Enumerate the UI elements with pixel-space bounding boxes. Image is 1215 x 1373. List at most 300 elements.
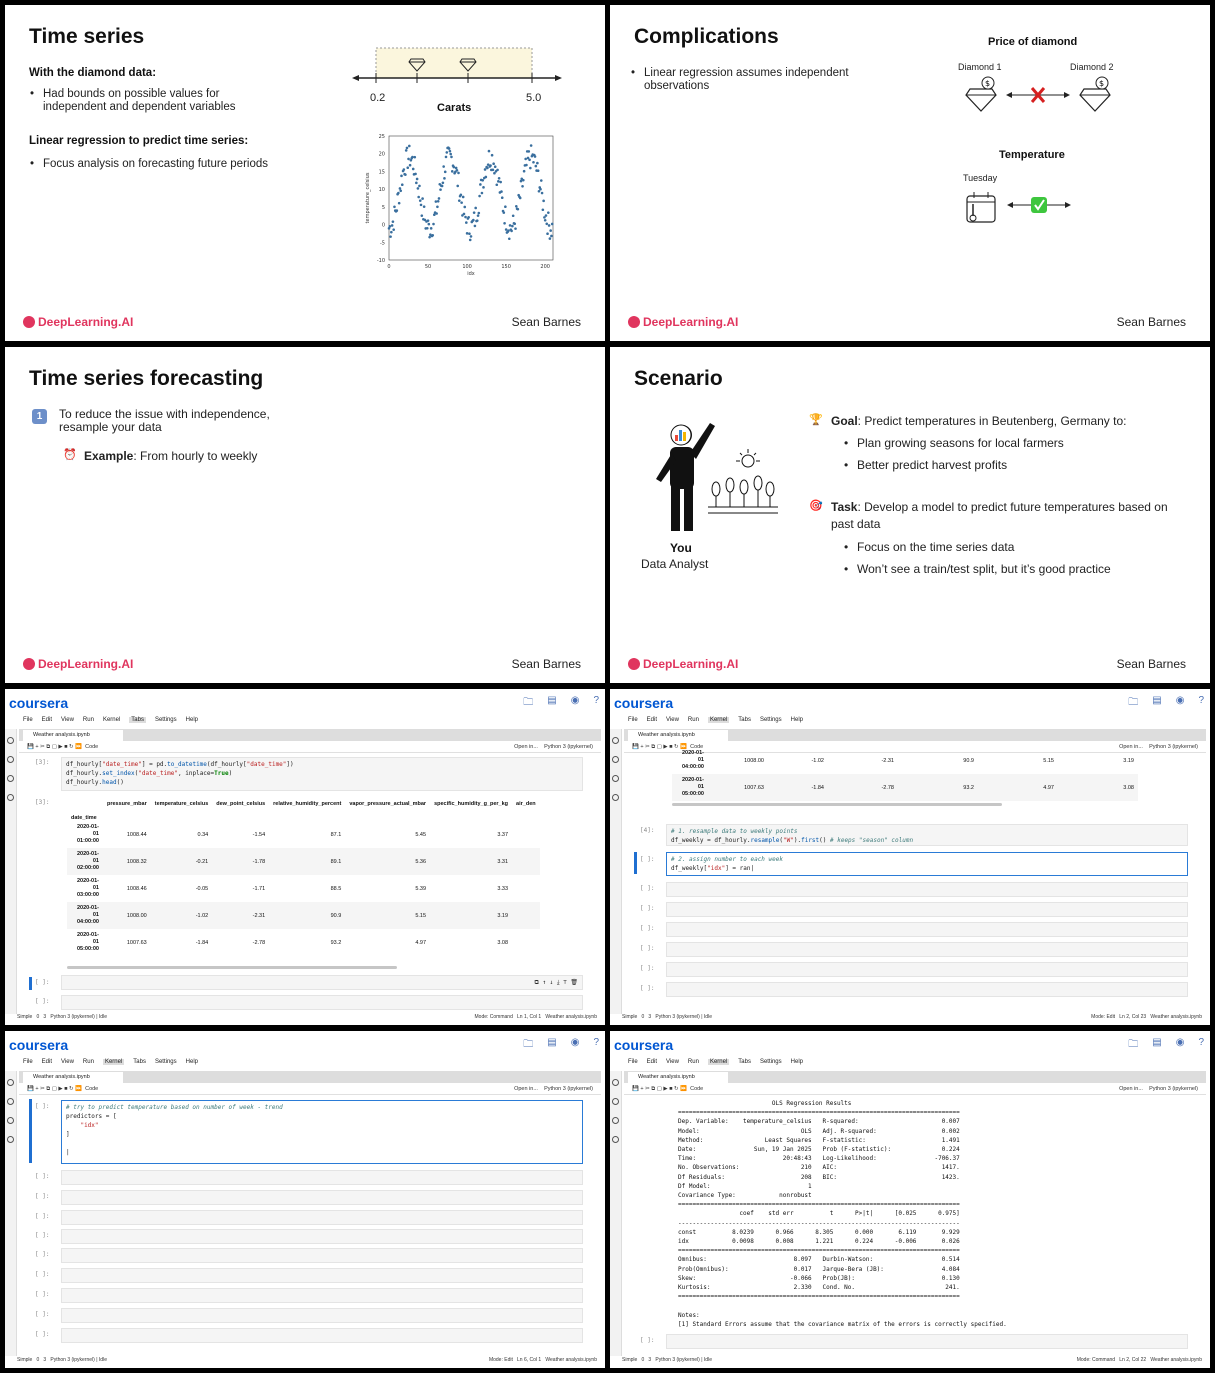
open-in-button[interactable]: Open in... xyxy=(514,744,538,750)
y-axis-label: temperature_celsius xyxy=(365,172,371,224)
scatter-point xyxy=(435,200,438,203)
svg-text:$: $ xyxy=(985,79,991,88)
scatter-point xyxy=(398,202,401,205)
scatter-point xyxy=(432,223,435,226)
scatter-point xyxy=(426,227,429,230)
x-tick-label: 100 xyxy=(462,264,472,270)
files-icon[interactable] xyxy=(612,737,619,744)
folder-icon[interactable]: 🗀 xyxy=(523,1039,534,1050)
notebook-tab[interactable]: Weather analysis.ipynb xyxy=(628,730,728,741)
input-prompt: [4]: xyxy=(640,827,655,834)
notebook-cells xyxy=(624,1097,1202,1355)
scatter-point xyxy=(481,179,484,182)
status-bar: Simple 0 3 Python 3 (ipykernel) | Idle Mode: Command Ln 2, Col 22 Weather analysis.ipynb xyxy=(622,1357,1202,1363)
y-tick-label: 10 xyxy=(378,187,385,194)
scatter-point xyxy=(489,164,492,167)
scatter-point xyxy=(453,166,456,169)
scatter-point xyxy=(418,185,421,188)
bullet-bounds: • Had bounds on possible values for independent and dependent variables xyxy=(43,88,283,114)
scatter-point xyxy=(391,224,394,227)
diamond-comparison xyxy=(962,75,1122,113)
left-sidebar xyxy=(610,1071,622,1356)
simple-toggle[interactable]: Simple xyxy=(622,1357,638,1363)
menu-help[interactable]: Help xyxy=(185,717,198,723)
scatter-point xyxy=(427,219,430,222)
ols-regression-results: OLS Regression Results ============================================================================== Dep. Variable: temperature_celsius R-squared: 0.007 Model: OLS Adj. R-squared: 0.002 Method: Least Squares F-statistic: 1.491 Date: Sun, 19 Jan 2025 Prob (F-statistic): 0.224 Time: 20:48:43 Log-Likelihood: -706.37 No. Observations: 210 AIC: 1417. Df Residuals: 208 BIC: 1423. Df Model: 1 Covariance Type: nonrobust ============================================================================== coef std err t P>|t| [0.025 0.975] ------------------------------------------------------------------------------ const 8.0239 0.966 8.305 0.000 6.119 9.929 idx 0.0098 0.008 1.221 0.224 -0.006 0.026 ============================================================================== Omnibus: 8.097 Durbin-Watson: 0.514 Prob(Omnibus): 0.017 Jarque-Bera (JB): 4.084 Skew: -0.066 Prob(JB): 0.130 Kurtosis: 2.330 Cond. No. 241. ============================================================================== Notes: [1] Standard Errors assume that the covariance matrix of the errors is correctly specified. xyxy=(678,1100,1007,1328)
scatter-point xyxy=(415,182,418,185)
notes-icon[interactable]: ▤ xyxy=(1152,695,1162,706)
notebook-toolbar: 💾 + ✂ ⧉ ▢ ▶ ■ ↻ ⏩ Code Open in... Python 3 (ipykernel) xyxy=(624,1084,1206,1095)
scatter-point xyxy=(435,212,438,215)
scatter-point xyxy=(456,185,459,188)
scatter-point xyxy=(397,192,400,195)
left-sidebar xyxy=(5,1071,17,1356)
empty-code-cell[interactable] xyxy=(61,1248,583,1263)
diamond-2-label: Diamond 2 xyxy=(1070,62,1114,72)
empty-code-cell[interactable] xyxy=(666,902,1188,917)
scatter-point xyxy=(417,187,420,190)
scatter-point xyxy=(411,156,414,159)
menu-edit[interactable]: Edit xyxy=(646,1059,658,1065)
scatter-point xyxy=(388,225,391,228)
extensions-icon[interactable] xyxy=(612,1136,619,1143)
menu-settings[interactable]: Settings xyxy=(759,717,782,723)
arrow-left-icon xyxy=(352,75,359,81)
scatter-point xyxy=(406,147,409,150)
scatter-point xyxy=(457,172,460,175)
scatter-point xyxy=(441,185,444,188)
menu-file[interactable]: File xyxy=(23,1059,33,1065)
empty-code-cell[interactable] xyxy=(666,1334,1188,1349)
scatter-point xyxy=(416,178,419,181)
kernel-name[interactable]: Python 3 (ipykernel) xyxy=(544,744,593,750)
input-prompt: [ ]: xyxy=(35,1193,50,1200)
folder-icon[interactable]: 🗀 xyxy=(523,697,534,708)
scatter-point xyxy=(527,150,530,153)
scatter-point xyxy=(455,167,458,170)
scatter-point xyxy=(548,224,551,227)
toc-icon[interactable] xyxy=(7,775,14,782)
scatter-point xyxy=(405,149,408,152)
extensions-icon[interactable] xyxy=(7,794,14,801)
kernel-name[interactable]: Python 3 (ipykernel) xyxy=(1149,744,1198,750)
scatter-point xyxy=(392,228,395,231)
open-in-button[interactable]: Open in... xyxy=(1119,1086,1143,1092)
scatter-point xyxy=(517,208,520,211)
notebook-frame-1 xyxy=(5,689,605,1025)
arrow-right-icon xyxy=(555,75,562,81)
menu-run[interactable]: Run xyxy=(687,1059,699,1065)
slide-title: Scenario xyxy=(634,367,723,390)
notebook-toolbar: 💾 + ✂ ⧉ ▢ ▶ ■ ↻ ⏩ Code Open in... Python 3 (ipykernel) xyxy=(19,1084,601,1095)
notebook-cells xyxy=(624,750,1202,1013)
coursera-logo[interactable]: coursera xyxy=(9,695,69,711)
input-prompt: [ ]: xyxy=(640,985,655,992)
scatter-point xyxy=(437,200,440,203)
chart-badge-icon xyxy=(671,425,691,445)
scatter-point xyxy=(478,212,481,215)
input-prompt: [ ]: xyxy=(35,979,50,986)
status-bar: Simple 0 3 Python 3 (ipykernel) | Idle Mode: Edit Ln 6, Col 1 Weather analysis.ipynb xyxy=(17,1357,597,1363)
scatter-point xyxy=(540,179,543,182)
deeplearning-logo xyxy=(23,315,133,329)
empty-code-cell[interactable] xyxy=(666,922,1188,937)
running-icon[interactable] xyxy=(612,1098,619,1105)
cell-type-select[interactable]: Code xyxy=(690,1086,704,1092)
files-icon[interactable] xyxy=(7,737,14,744)
scatter-point xyxy=(485,176,488,179)
menu-kernel[interactable]: Kernel xyxy=(709,717,728,723)
you-label: You xyxy=(670,541,692,555)
goal-text: : Predict temperatures in Beutenberg, Germany to: xyxy=(857,414,1127,428)
scatter-point xyxy=(515,205,518,208)
scatter-point xyxy=(503,211,506,214)
empty-code-cell[interactable] xyxy=(61,1210,583,1225)
jupyter-icon[interactable]: ◉ xyxy=(1175,1037,1185,1048)
menu-view[interactable]: View xyxy=(61,717,74,723)
top-toolbar xyxy=(1128,1037,1204,1054)
menu-run[interactable]: Run xyxy=(687,717,699,723)
logo-icon xyxy=(628,658,640,670)
simple-toggle[interactable]: Simple xyxy=(17,1357,33,1363)
help-icon[interactable]: ? xyxy=(1198,1037,1204,1048)
menu-view[interactable]: View xyxy=(666,717,679,723)
menu-run[interactable]: Run xyxy=(82,1059,94,1065)
scatter-point xyxy=(484,168,487,171)
axis-label-carats: Carats xyxy=(437,102,472,114)
scatter-point xyxy=(436,205,439,208)
coursera-logo[interactable]: coursera xyxy=(614,695,674,711)
folder-icon[interactable]: 🗀 xyxy=(1128,697,1139,708)
simple-toggle[interactable]: Simple xyxy=(622,1014,638,1020)
scatter-point xyxy=(406,166,409,169)
scatter-point xyxy=(522,179,525,182)
scatter-point xyxy=(474,225,477,228)
code-cell-predictors[interactable]: # try to predict temperature based on number of week - trend predictors = [ "idx" ] | xyxy=(61,1100,583,1164)
scatter-point xyxy=(449,150,452,153)
jupyter-icon[interactable]: ◉ xyxy=(570,1037,580,1048)
menu-edit[interactable]: Edit xyxy=(646,717,658,723)
scatter-point xyxy=(448,147,451,150)
scatter-point xyxy=(420,204,423,207)
diamond-1-label: Diamond 1 xyxy=(958,62,1002,72)
scatter-point xyxy=(445,156,448,159)
scatter-point xyxy=(520,180,523,183)
diamond-price-icon xyxy=(1080,77,1110,111)
slide-complications xyxy=(610,5,1210,341)
code-cell-resample[interactable]: # 1. resample data to weekly points df_weekly = df_hourly.resample("W").first() # keeps "season" column xyxy=(666,824,1188,846)
menu-tabs[interactable]: Tabs xyxy=(738,717,751,723)
table-row: 2020-01- 01 02:00:00 1008.32 -0.21 -1.78 89.1 5.36 3.31 xyxy=(67,848,540,875)
code-cell-assign-idx[interactable]: # 2. assign number to each week df_weekly["idx"] = ran| xyxy=(666,852,1188,876)
scatter-point xyxy=(445,151,448,154)
coursera-logo[interactable]: coursera xyxy=(614,1037,674,1053)
scatter-point xyxy=(409,164,412,167)
scatter-point xyxy=(482,186,485,189)
scatter-point xyxy=(417,196,420,199)
scatter-point xyxy=(550,235,553,238)
horizontal-scrollbar[interactable] xyxy=(67,966,397,969)
scatter-point xyxy=(503,222,506,225)
slide-scenario xyxy=(610,347,1210,683)
input-prompt: [ ]: xyxy=(35,1271,50,1278)
y-tick-label: -10 xyxy=(376,258,385,264)
input-prompt: [ ]: xyxy=(35,998,50,1005)
scatter-point xyxy=(519,197,522,200)
jupyter-icon[interactable]: ◉ xyxy=(1175,695,1185,706)
scatter-point xyxy=(451,170,454,173)
slide-title: Time series xyxy=(29,25,145,48)
cell-type-select[interactable]: Code xyxy=(690,744,704,750)
crops-icon xyxy=(708,476,778,513)
menu-help[interactable]: Help xyxy=(790,717,803,723)
left-sidebar xyxy=(610,729,622,1014)
scatter-point xyxy=(468,232,471,235)
input-prompt: [ ]: xyxy=(35,1232,50,1239)
input-prompt: [3]: xyxy=(35,759,50,766)
active-cell-marker xyxy=(634,852,637,874)
menu-tabs[interactable]: Tabs xyxy=(738,1059,751,1065)
top-toolbar xyxy=(1128,695,1204,712)
empty-code-cell[interactable] xyxy=(666,962,1188,977)
notebook-tab[interactable]: Weather analysis.ipynb xyxy=(23,1072,123,1083)
diamond-price-icon xyxy=(966,77,996,111)
files-icon[interactable] xyxy=(612,1079,619,1086)
scatter-point xyxy=(449,153,452,156)
example-text: : From hourly to weekly xyxy=(133,449,258,463)
top-toolbar xyxy=(523,695,599,712)
step-resample: To reduce the issue with independence, resample your data xyxy=(59,407,270,434)
empty-code-cell[interactable] xyxy=(61,975,583,990)
empty-code-cell[interactable] xyxy=(61,1190,583,1205)
extensions-icon[interactable] xyxy=(612,794,619,801)
scatter-point xyxy=(428,236,431,239)
goal-bullet-seasons: • Plan growing seasons for local farmers xyxy=(857,437,1064,450)
scatter-point xyxy=(542,200,545,203)
folder-icon[interactable]: 🗀 xyxy=(1128,1039,1139,1050)
scatter-point xyxy=(486,167,489,170)
logo-text: DeepLearning.AI xyxy=(643,657,739,671)
notebook-toolbar: 💾 + ✂ ⧉ ▢ ▶ ■ ↻ ⏩ Code Open in... Python 3 (ipykernel) xyxy=(624,742,1206,753)
input-prompt: [ ]: xyxy=(640,925,655,932)
scatter-point xyxy=(521,185,524,188)
logo-text: DeepLearning.AI xyxy=(38,315,134,329)
scatter-point xyxy=(494,165,497,168)
kernel-name[interactable]: Python 3 (ipykernel) xyxy=(1149,1086,1198,1092)
menu-help[interactable]: Help xyxy=(185,1059,198,1065)
scatter-point xyxy=(504,205,507,208)
scatter-point xyxy=(492,162,495,165)
scatter-point xyxy=(413,156,416,159)
empty-code-cell[interactable] xyxy=(61,1308,583,1323)
empty-code-cell[interactable] xyxy=(666,982,1188,997)
menu-file[interactable]: File xyxy=(628,1059,638,1065)
scatter-point xyxy=(537,169,540,172)
kernel-name[interactable]: Python 3 (ipykernel) xyxy=(544,1086,593,1092)
help-icon[interactable]: ? xyxy=(593,1037,599,1048)
empty-code-cell[interactable] xyxy=(61,1229,583,1244)
scatter-point xyxy=(545,214,548,217)
code-cell[interactable]: df_hourly["date_time"] = pd.to_datetime(df_hourly["date_time"]) df_hourly.set_index("date_time", inplace=True) df_hourly.head() xyxy=(61,757,583,791)
menu-settings[interactable]: Settings xyxy=(759,1059,782,1065)
scatter-point xyxy=(472,219,475,222)
scatter-point xyxy=(470,235,473,238)
empty-code-cell[interactable] xyxy=(61,995,583,1010)
notes-icon[interactable]: ▤ xyxy=(1152,1037,1162,1048)
role-label: Data Analyst xyxy=(641,557,709,571)
scatter-point xyxy=(525,164,528,167)
scatter-point xyxy=(421,214,424,217)
empty-code-cell[interactable] xyxy=(61,1328,583,1343)
scatter-point xyxy=(463,213,466,216)
menu-tabs[interactable]: Tabs xyxy=(131,717,144,723)
menu-tabs[interactable]: Tabs xyxy=(133,1059,146,1065)
running-icon[interactable] xyxy=(7,1098,14,1105)
scatter-point xyxy=(450,156,453,159)
toc-icon[interactable] xyxy=(612,775,619,782)
scatter-point xyxy=(542,208,545,211)
slide-time-series xyxy=(5,5,605,341)
scatter-point xyxy=(549,229,552,232)
notebook-toolbar: 💾 + ✂ ⧉ ▢ ▶ ■ ↻ ⏩ Code Open in... Python 3 (ipykernel) xyxy=(19,742,601,753)
input-prompt: [ ]: xyxy=(640,965,655,972)
open-in-button[interactable]: Open in... xyxy=(1119,744,1143,750)
menu-help[interactable]: Help xyxy=(790,1059,803,1065)
extensions-icon[interactable] xyxy=(7,1136,14,1143)
menu-run[interactable]: Run xyxy=(82,717,94,723)
open-in-button[interactable]: Open in... xyxy=(514,1086,538,1092)
subheading-diamond: With the diamond data: xyxy=(29,67,157,79)
x-tick-label: 0 xyxy=(387,264,391,270)
logo-icon xyxy=(23,316,35,328)
menu-view[interactable]: View xyxy=(61,1059,74,1065)
scatter-point xyxy=(438,197,441,200)
scatter-point xyxy=(509,224,512,227)
bullet-forecasting: • Focus analysis on forecasting future periods xyxy=(43,158,303,171)
price-of-diamond-title: Price of diamond xyxy=(988,36,1078,48)
running-icon[interactable] xyxy=(612,756,619,763)
scatter-point xyxy=(400,175,403,178)
notes-icon[interactable]: ▤ xyxy=(547,1037,557,1048)
menu-bar xyxy=(23,1059,198,1065)
running-icon[interactable] xyxy=(7,756,14,763)
output-prompt: [3]: xyxy=(35,799,50,806)
sun-icon xyxy=(736,449,760,467)
scatter-point xyxy=(443,177,446,180)
menu-kernel[interactable]: Kernel xyxy=(104,1059,123,1065)
y-tick-label: 20 xyxy=(378,151,385,158)
calendar-thermometer-icon xyxy=(967,192,995,222)
presenter-name: Sean Barnes xyxy=(511,657,581,671)
input-prompt: [ ]: xyxy=(640,1337,655,1344)
menu-bar xyxy=(628,1059,803,1065)
scatter-point xyxy=(439,188,442,191)
menu-edit[interactable]: Edit xyxy=(41,1059,53,1065)
table-row: 2020-01- 01 05:00:00 1007.63 -1.84 -2.78 93.2 4.97 3.08 xyxy=(672,774,1138,801)
scatter-point xyxy=(456,169,459,172)
scatter-point xyxy=(491,154,494,157)
task-line xyxy=(831,499,1181,533)
example-line xyxy=(84,449,257,463)
input-prompt: [ ]: xyxy=(35,1291,50,1298)
cell-type-select[interactable]: Code xyxy=(85,1086,99,1092)
scatter-point xyxy=(390,231,393,234)
menu-bar xyxy=(628,717,803,723)
scatter-point xyxy=(544,219,547,222)
empty-code-cell[interactable] xyxy=(61,1288,583,1303)
menu-kernel[interactable]: Kernel xyxy=(102,717,121,723)
horizontal-scrollbar[interactable] xyxy=(672,803,1002,806)
x-tick-label: 200 xyxy=(540,264,550,270)
scatter-point xyxy=(535,165,538,168)
scatter-point xyxy=(403,168,406,171)
scatter-point xyxy=(466,232,469,235)
scatter-point xyxy=(545,222,548,225)
scatter-point xyxy=(514,227,517,230)
empty-code-cell[interactable] xyxy=(61,1268,583,1283)
kernel-indicator xyxy=(1119,1086,1198,1092)
x-tick-label: 150 xyxy=(501,264,511,270)
help-icon[interactable]: ? xyxy=(1198,695,1204,706)
target-icon: 🎯 xyxy=(809,500,823,512)
notebook-tab[interactable]: Weather analysis.ipynb xyxy=(628,1072,728,1083)
notebook-cells xyxy=(19,755,597,1013)
left-sidebar xyxy=(5,729,17,1014)
cell-type-select[interactable]: Code xyxy=(85,744,99,750)
scatter-point xyxy=(460,194,463,197)
jupyter-icon[interactable]: ◉ xyxy=(570,695,580,706)
y-tick-label: 5 xyxy=(381,204,385,211)
logo-text: DeepLearning.AI xyxy=(38,657,134,671)
toc-icon[interactable] xyxy=(612,1117,619,1124)
menu-file[interactable]: File xyxy=(628,717,638,723)
files-icon[interactable] xyxy=(7,1079,14,1086)
menu-settings[interactable]: Settings xyxy=(154,717,177,723)
menu-view[interactable]: View xyxy=(666,1059,679,1065)
toc-icon[interactable] xyxy=(7,1117,14,1124)
cell-actions-icon[interactable]: ⧉ ↑ ↓ ⤓ ⊤ 🗑 xyxy=(534,979,578,986)
scatter-point xyxy=(460,201,463,204)
scatter-point xyxy=(546,232,549,235)
scatter-point xyxy=(549,237,552,240)
tab-bar xyxy=(19,1071,601,1083)
scatter-point xyxy=(507,229,510,232)
menu-edit[interactable]: Edit xyxy=(41,717,53,723)
menu-kernel[interactable]: Kernel xyxy=(709,1059,728,1065)
dataframe-output: pressure_mbar temperature_celsius dew_point_celsius relative_humidity_percent vapor_pressure_actual_mbar specific_humidity_g_per_kg air_den date_time 2020-01- 01 01:00:00 1008.44 0.34 -1.54 87.1 5.45 3.37 2020-01- 01 02:00:00 1008.32 -0.21 -1.78 89.1 5.36 3.31 2020-01- 01 03:00:00 1008.46 -0.05 -1.71 88.5 5.39 3.33 2020-01- 01 04:00:00 1008.00 -1.02 -2.31 90.9 5.15 3.19 2020-01- 01 05:00:00 1007.63 -1.84 -2.78 93.2 4.97 3.08 xyxy=(67,793,540,956)
notebook-tab[interactable]: Weather analysis.ipynb xyxy=(23,730,123,741)
scatter-point xyxy=(399,187,402,190)
empty-code-cell[interactable] xyxy=(61,1170,583,1185)
x-axis-label: idx xyxy=(467,271,475,277)
scatter-point xyxy=(534,155,537,158)
deeplearning-logo xyxy=(628,657,738,671)
scatter-point xyxy=(551,223,554,226)
coursera-logo[interactable]: coursera xyxy=(9,1037,69,1053)
notes-icon[interactable]: ▤ xyxy=(547,695,557,706)
menu-settings[interactable]: Settings xyxy=(154,1059,177,1065)
menu-file[interactable]: File xyxy=(23,717,33,723)
notebook-frame-4 xyxy=(610,1031,1210,1368)
scatter-point xyxy=(462,196,465,199)
simple-toggle[interactable]: Simple xyxy=(17,1014,33,1020)
scatter-point xyxy=(492,169,495,172)
scatter-point xyxy=(421,197,424,200)
scatter-point xyxy=(505,228,508,231)
empty-code-cell[interactable] xyxy=(666,942,1188,957)
help-icon[interactable]: ? xyxy=(593,695,599,706)
empty-code-cell[interactable] xyxy=(666,882,1188,897)
